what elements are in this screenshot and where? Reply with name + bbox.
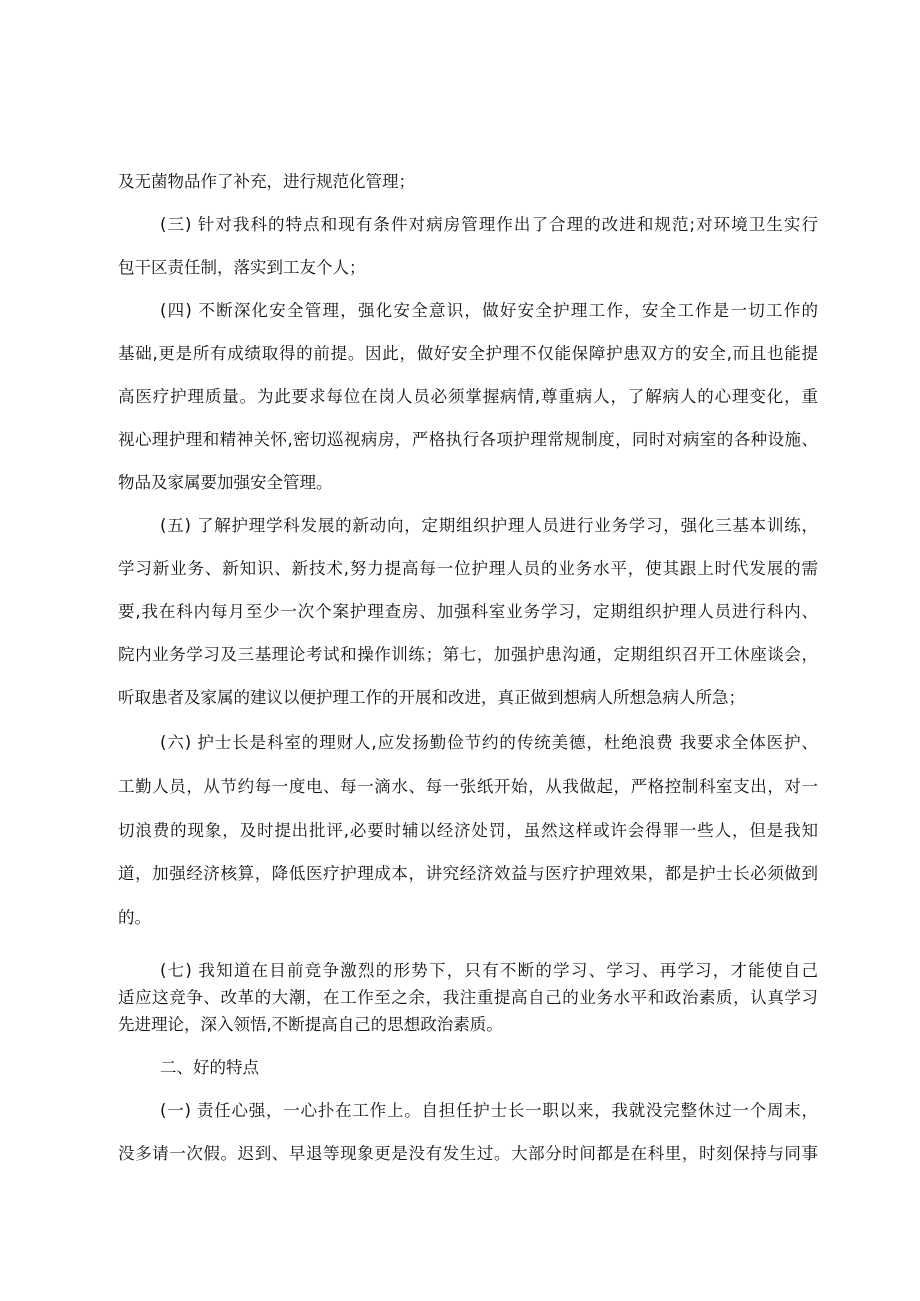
text-line: 视心理护理和精神关怀,密切巡视病房，严格执行各项护理常规制度，同时对病室的各种设施、 [118, 430, 818, 449]
text-line: (六) 护士长是科室的理财人,应发扬勤俭节约的传统美德，杜绝浪费 我要求全体医护、 [160, 733, 818, 752]
text-line: (三) 针对我科的特点和现有条件对病房管理作出了合理的改进和规范;对环境卫生实行 [160, 215, 818, 234]
text-line: 听取患者及家属的建议以便护理工作的开展和改进，真正做到想病人所想急病人所急； [118, 688, 745, 707]
text-line: 没多请一次假。迟到、早退等现象更是没有发生过。大部分时间都是在科里，时刻保持与同事 [118, 1144, 818, 1163]
text-line: (一) 责任心强，一心扑在工作上。自担任护士长一职以来，我就没完整休过一个周末， [160, 1101, 818, 1120]
text-line: 先进理论，深入领悟,不断提高自己的思想政治素质。 [118, 1015, 503, 1034]
text-line: (四) 不断深化安全管理，强化安全意识，做好安全护理工作，安全工作是一切工作的 [160, 301, 818, 320]
text-line: 的。 [118, 908, 151, 927]
section-heading: 二、好的特点 [160, 1058, 259, 1077]
text-line: (五) 了解护理学科发展的新动向，定期组织护理人员进行业务学习，强化三基本训练， [160, 516, 818, 535]
text-line: 适应这竞争、改革的大潮，在工作至之余，我注重提高自己的业务水平和政治素质，认真学习 [118, 988, 818, 1007]
text-line: 学习新业务、新知识、新技术,努力提高每一位护理人员的业务水平，使其跟上时代发展的需 [118, 559, 818, 578]
text-line: 工勤人员，从节约每一度电、每一滴水、每一张纸开始，从我做起，严格控制科室支出，对一 [118, 777, 818, 796]
text-line: 及无菌物品作了补充，进行规范化管理； [118, 172, 415, 191]
text-line: 切浪费的现象，及时提出批评,必要时辅以经济处罚，虽然这样或许会得罪一些人，但是我知 [118, 821, 818, 840]
text-line: 院内业务学习及三基理论考试和操作训练；第七，加强护患沟通，定期组织召开工休座谈会， [118, 645, 818, 664]
text-line: 道，加强经济核算，降低医疗护理成本，讲究经济效益与医疗护理效果，都是护士长必须做到 [118, 864, 818, 883]
text-line: 要,我在科内每月至少一次个案护理查房、加强科室业务学习，定期组织护理人员进行科内、 [118, 602, 818, 621]
text-line: 物品及家属要加强安全管理。 [118, 473, 333, 492]
text-line: 基础,更是所有成绩取得的前提。因此，做好安全护理不仅能保障护患双方的安全,而且也能提 [118, 344, 818, 363]
text-line: (七) 我知道在目前竞争激烈的形势下，只有不断的学习、学习、再学习，才能使自己 [160, 961, 818, 980]
text-line: 高医疗护理质量。为此要求每位在岗人员必须掌握病情,尊重病人，了解病人的心理变化，重 [118, 387, 818, 406]
text-line: 包干区责任制，落实到工友个人； [118, 258, 366, 277]
